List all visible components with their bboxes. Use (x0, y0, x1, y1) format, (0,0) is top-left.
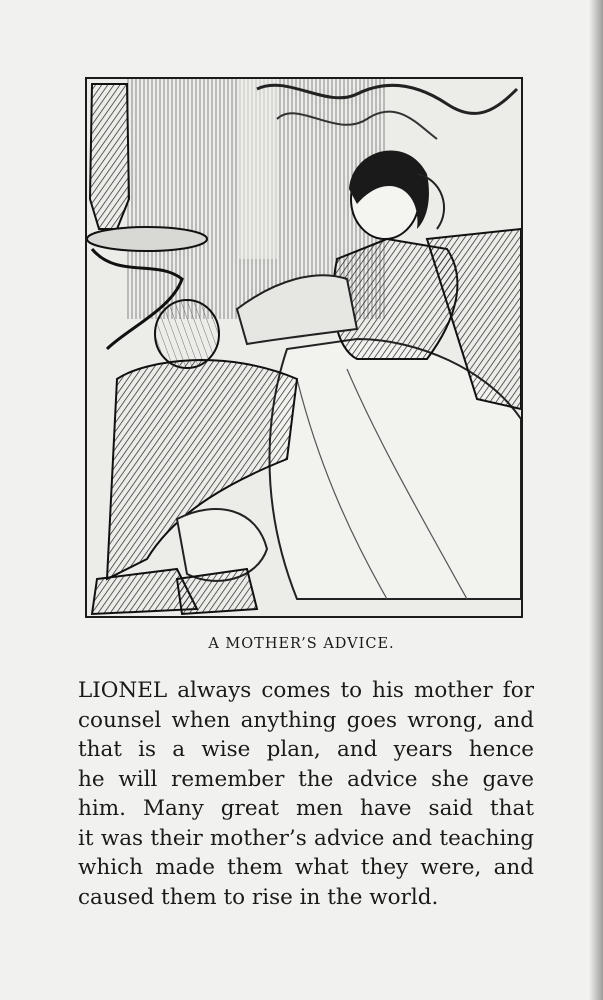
paragraph-line: that is a wise plan, and years hence (78, 737, 534, 762)
engraving-illustration-svg (87, 79, 521, 616)
page-edge-shadow (589, 0, 603, 1000)
paragraph-line: caused them to rise in the world. (78, 884, 439, 910)
paragraph-line: counsel when anything goes wrong, and (78, 707, 534, 733)
body-paragraph (78, 676, 534, 912)
paragraph-line: he will remember the advice she gave (78, 766, 534, 792)
paragraph-line: which made them what they were, and (78, 855, 534, 880)
illustration-caption: A MOTHER’S ADVICE. (208, 636, 395, 652)
paragraph-line: him. Many great men have said that (78, 796, 534, 821)
paragraph-line: it was their mother’s advice and teaching (78, 825, 534, 851)
engraving-illustration (85, 77, 523, 618)
paragraph-line: LIONEL always comes to his mother for (78, 678, 534, 703)
